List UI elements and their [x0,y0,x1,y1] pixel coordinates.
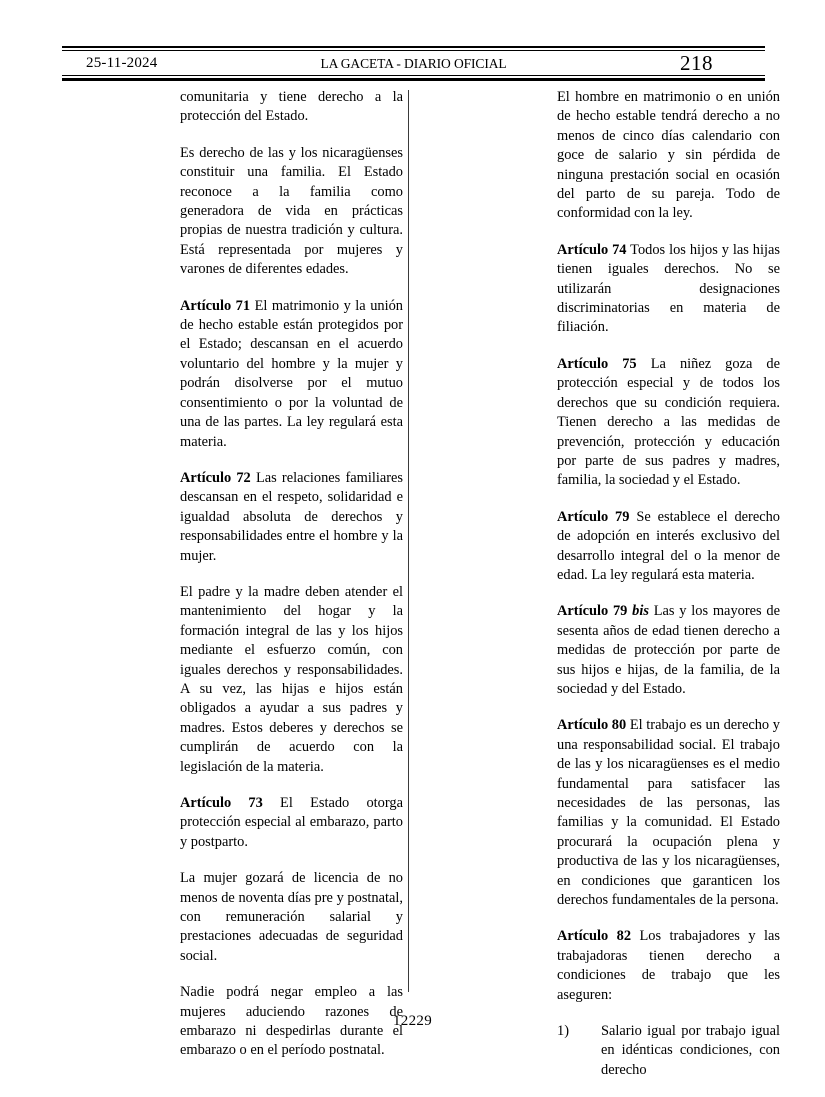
article-paragraph-73 [180,794,403,852]
page-header [62,46,765,82]
article-label: Artículo 79 [557,603,628,620]
paragraph-text: Nadie podrá negar empleo a las mujeres aduciendo razones de embarazo ni despedirlas durante el embarazo o en el período postnatal. [180,984,403,1059]
paragraph-text: comunitaria y tiene derecho a la protección del Estado. [180,89,403,125]
article-label: Artículo 75 [557,355,637,372]
header-rule-bottom-thick [62,78,765,81]
list-item [557,1022,780,1080]
article-paragraph-79 [557,508,780,586]
article-paragraph-82 [557,927,780,1005]
list-item-text: Salario igual por trabajo igual en idénticas condiciones, con derecho [601,1023,780,1078]
article-label: Artículo 82 [557,928,632,945]
column-divider [408,90,409,992]
article-paragraph-72 [180,469,403,566]
article-label: Artículo 72 [180,469,251,486]
paragraph [180,88,403,127]
paragraph [557,88,780,224]
text-column-left [180,88,403,1061]
footer-folio-number: 12229 [393,1013,432,1029]
article-label: Artículo 79 [557,508,630,525]
list-item-number: 1) [557,1023,569,1040]
article-paragraph-79-bis [557,602,780,699]
header-page-number: 218 [679,51,713,75]
article-text: Se establece el derecho de adopción en interés exclusivo del desarrollo integral del o la menor de edad. La ley regulará esta materia. [557,508,780,583]
article-paragraph-71 [180,297,403,452]
article-text: Las y los mayores de sesenta años de edad tienen derecho a medidas de protección por parte de sus hijos e hijas, de la familia, de la sociedad y del Estado. [557,603,780,697]
article-paragraph-80 [557,716,780,910]
paragraph [180,583,403,777]
article-text: La niñez goza de protección especial y de todos los derechos que su condición requiera. Tienen derecho a las medidas de prevención, protección y educación por parte de sus padres y madres, familia, la sociedad y el Estado. [557,355,780,489]
article-label: Artículo 74 [557,241,627,258]
header-date: 25-11-2024 [86,55,158,71]
article-label: Artículo 73 [180,795,263,811]
paragraph-text: El hombre en matrimonio o en unión de hecho estable tendrá derecho a no menos de cinco días calendario con goce de salario y sin pérdida de ninguna prestación social en ocasión del parto de su pareja. Todo de conformidad con la ley. [557,89,780,222]
paragraph-text: El padre y la madre deben atender el mantenimiento del hogar y la formación integral de las y los hijos mediante el esfuerzo común, con iguales derechos y responsabilidades. A su vez, las hijas e hijos están obligados a ayudar a sus padres y madres. Estos deberes y derechos se cumplirán de acuerdo con la legislación de la materia. [180,583,403,775]
article-text: El Estado otorga protección especial al embarazo, parto y postparto. [180,795,403,850]
header-row [62,52,765,75]
article-text: Las relaciones familiares descansan en el respeto, solidaridad e igualdad absoluta de derechos y responsabilidades entre el hombre y la mujer. [180,469,403,564]
article-bis-marker: bis [632,603,649,620]
article-text: Todos los hijos y las hijas tienen iguales derechos. No se utilizarán designaciones discriminatorias en materia de filiación. [557,241,780,336]
article-paragraph-74 [557,241,780,338]
paragraph-text: La mujer gozará de licencia de no menos de noventa días pre y postnatal, con remuneración salarial y prestaciones adecuadas de seguridad social. [180,870,403,964]
article-paragraph-75 [557,355,780,491]
article-text: El matrimonio y la unión de hecho estable están protegidos por el Estado; descansan en el acuerdo voluntario del hombre y la mujer y podrán disolverse por el mutuo consentimiento o por la voluntad de una de las partes. La ley regulará esta materia. [180,297,403,450]
header-publication-title: LA GACETA - DIARIO OFICIAL [320,55,507,71]
header-rule-bottom-thin [62,75,765,76]
header-rule-top-thick [62,46,765,48]
text-column-right [557,88,780,1097]
article-label: Artículo 71 [180,297,251,314]
paragraph [180,869,403,966]
article-text: El trabajo es un derecho y una responsabilidad social. El trabajo de las y los nicaragüenses es el medio fundamental para satisfacer las necesidades de las personas, las familias y la comunidad. El Estado procurará la ocupación plena y productiva de las y los nicaragüenses, en condiciones que garanticen los derechos fundamentales de la persona. [557,717,780,909]
paragraph [180,144,403,280]
article-text: Los trabajadores y las trabajadoras tienen derecho a condiciones de trabajo que les aseguren: [557,928,780,1003]
paragraph-text: Es derecho de las y los nicaragüenses constituir una familia. El Estado reconoce a la familia como generadora de vida en prácticas propias de nuestra tradición y cultura. Está representada por mujeres y varones de diferentes edades. [180,144,403,278]
article-label: Artículo 80 [557,717,627,734]
